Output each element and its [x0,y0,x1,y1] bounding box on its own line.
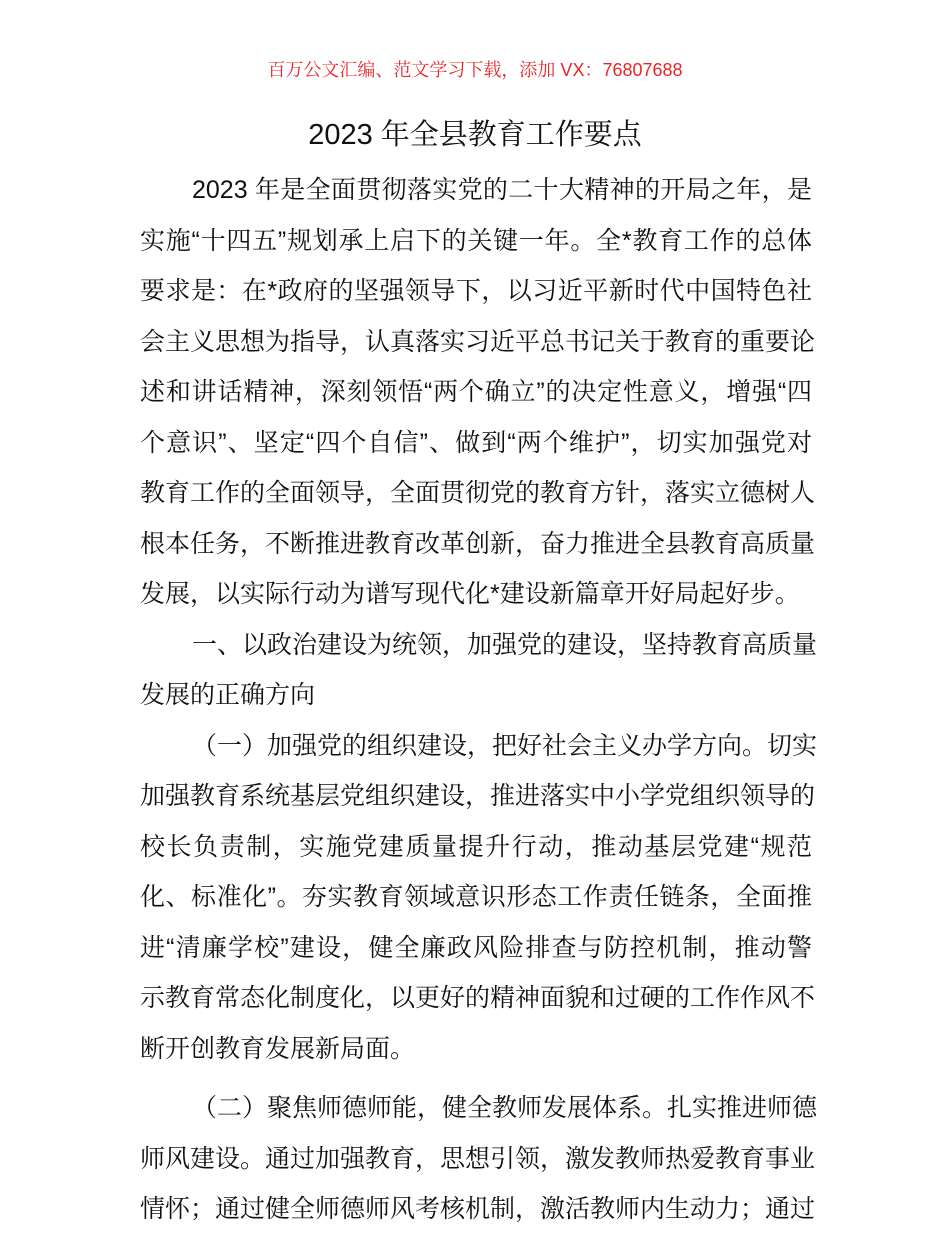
paragraph [140,620,818,721]
text-line: 要求是：在*政府的坚强领导下，以习近平新时代中国特色社 [140,277,812,305]
text-line: 校长负责制，实施党建质量提升行动，推动基层党建“规范 [140,832,812,861]
text-line: 实施“十四五”规划承上启下的关键一年。全*教育工作的总体 [140,226,812,255]
text-line: 2023 年是全面贯彻落实党的二十大精神的开局之年，是 [192,176,812,204]
text-line: （二）聚焦师德师能，健全教师发展体系。扎实推进师德 [192,1094,818,1122]
text-line: 发展，以实际行动为谱写现代化*建设新篇章开好局起好步。 [140,580,800,608]
text-line: 发展的正确方向 [140,681,316,709]
document-body [140,165,818,1235]
text-line: 情怀；通过健全师德师风考核机制，激活教师内生动力；通过 [140,1195,816,1223]
text-line: 教育工作的全面领导，全面贯彻党的教育方针，落实立德树人 [140,479,816,507]
document-title: 2023 年全县教育工作要点 [308,119,642,151]
text-line: 进“清廉学校”建设，健全廉政风险排查与防控机制，推动警 [140,933,812,962]
paragraph [140,721,818,1075]
watermark-banner: 百万公文汇编、范文学习下载，添加 VX：76807688 [267,60,683,80]
text-line: 会主义思想为指导，认真落实习近平总书记关于教育的重要论 [140,327,816,356]
text-line: 加强教育系统基层党组织建设，推进落实中小学党组织领导的 [140,782,816,810]
text-line: 化、标准化”。夯实教育领域意识形态工作责任链条，全面推 [140,883,812,911]
text-line: 根本任务，不断推进教育改革创新，奋力推进全县教育高质量 [140,529,816,558]
paragraph [140,165,816,620]
text-line: 断开创教育发展新局面。 [140,1034,416,1063]
paragraph [140,1083,818,1235]
text-line: 述和讲话精神，深刻领悟“两个确立”的决定性意义，增强“四 [140,378,812,406]
text-line: 示教育常态化制度化，以更好的精神面貌和过硬的工作作风不 [140,984,816,1012]
text-line: 个意识”、坚定“四个自信”、做到“两个维护”，切实加强党对 [140,428,812,457]
text-line: 一、以政治建设为统领，加强党的建设，坚持教育高质量 [192,630,818,659]
text-line: 师风建设。通过加强教育，思想引领，激发教师热爱教育事业 [140,1144,816,1173]
text-line: （一）加强党的组织建设，把好社会主义办学方向。切实 [192,731,818,760]
